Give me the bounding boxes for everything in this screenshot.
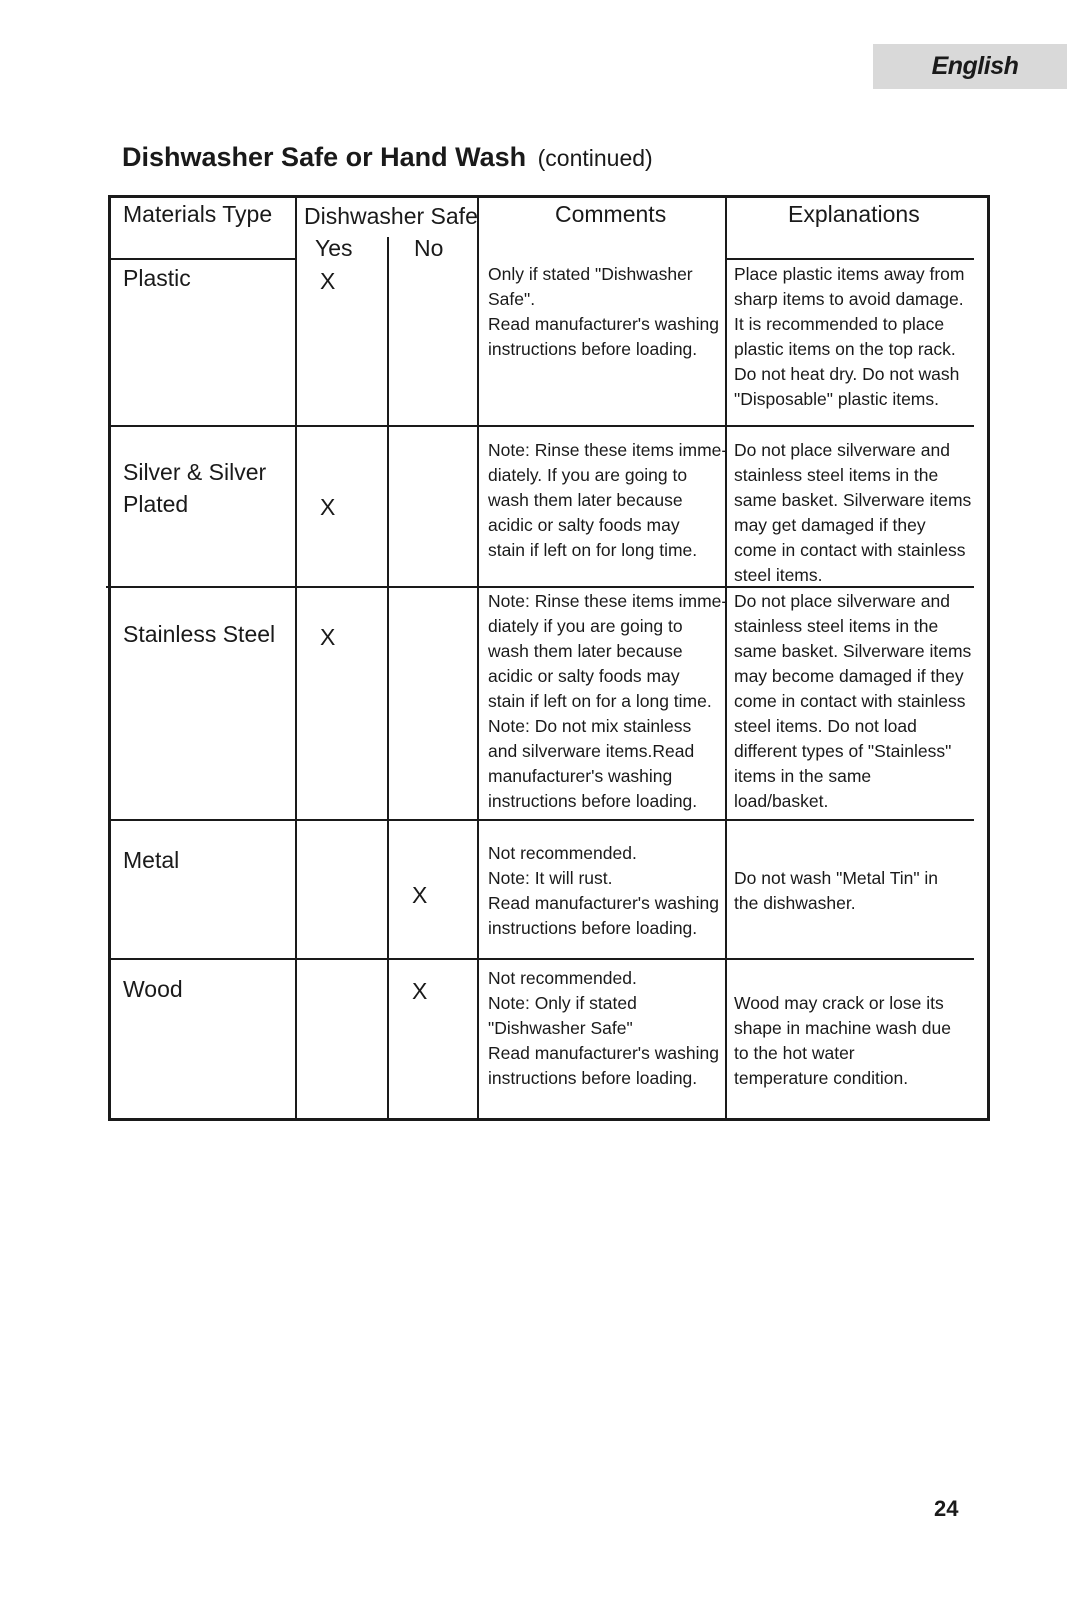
table-right-border [987, 195, 990, 1121]
comments-text: Note: Rinse these items imme- diately if you are going to wash them later because acidic or salty foods may stain if left on for a long time. Note: Do not mix stainless and silverware items.Read manufacturer's washing instructions before loading. [488, 591, 728, 811]
column-divider [295, 195, 297, 1121]
explanations-text: Do not place silverware and stainless steel items in the same basket. Silverware items may become damaged if they come in contact with stainless steel items. Do not load different types of "Stainless" items in the same load/basket. [734, 591, 972, 811]
yes-mark: X [320, 624, 336, 650]
table-bottom-border [108, 1118, 990, 1121]
yes-mark: X [320, 268, 336, 294]
row-divider [108, 958, 974, 960]
header-yes: Yes [315, 235, 353, 261]
comments-text: Note: Rinse these items imme- diately. If you are going to wash them later because acidic or salty foods may stain if left on for long time. [488, 440, 728, 560]
header-explanations: Explanations [788, 201, 920, 227]
material-label: Wood [123, 976, 183, 1002]
no-mark: X [412, 882, 428, 908]
table-left-border [108, 195, 111, 1121]
material-label: Stainless Steel [123, 621, 276, 647]
explanations-text: Place plastic items away from sharp items to avoid damage. It is recommended to place plastic items on the top rack. Do not heat dry. Do not wash "Disposable" plastic items. [734, 264, 965, 409]
explanations-text: Wood may crack or lose its shape in machine wash due to the hot water temperature condition. [734, 993, 951, 1088]
title-main: Dishwasher Safe or Hand Wash [122, 142, 527, 172]
header-bottom-rule [108, 258, 296, 260]
title-suffix: (continued) [537, 145, 653, 171]
material-label: Silver & Silver Plated [123, 459, 267, 517]
yes-no-divider [387, 237, 389, 1121]
yes-mark: X [320, 494, 336, 520]
header-materials-type: Materials Type [123, 201, 273, 227]
explanations-text: Do not wash "Metal Tin" in the dishwasher. [734, 868, 939, 913]
material-label: Metal [123, 847, 180, 873]
header-comments: Comments [555, 201, 667, 227]
no-mark: X [412, 978, 428, 1004]
material-label: Plastic [123, 265, 191, 291]
comments-text: Not recommended. Note: Only if stated "Dishwasher Safe" Read manufacturer's washing instructions before loading. [488, 968, 719, 1088]
page-number: 24 [934, 1496, 959, 1521]
header-bottom-rule [726, 258, 974, 260]
row-divider [108, 819, 974, 821]
comments-text: Only if stated "Dishwasher Safe". Read manufacturer's washing instructions before loading. [488, 264, 719, 359]
comments-text: Not recommended. Note: It will rust. Read manufacturer's washing instructions before loading. [488, 843, 719, 938]
header-no: No [414, 235, 444, 261]
row-divider [108, 425, 974, 427]
column-divider [477, 195, 479, 1121]
explanations-text: Do not place silverware and stainless steel items in the same basket. Silverware items may get damaged if they come in contact with stainless steel items. [734, 440, 972, 585]
header-dishwasher-safe: Dishwasher Safe [304, 203, 478, 229]
language-tab: English [873, 44, 1067, 89]
